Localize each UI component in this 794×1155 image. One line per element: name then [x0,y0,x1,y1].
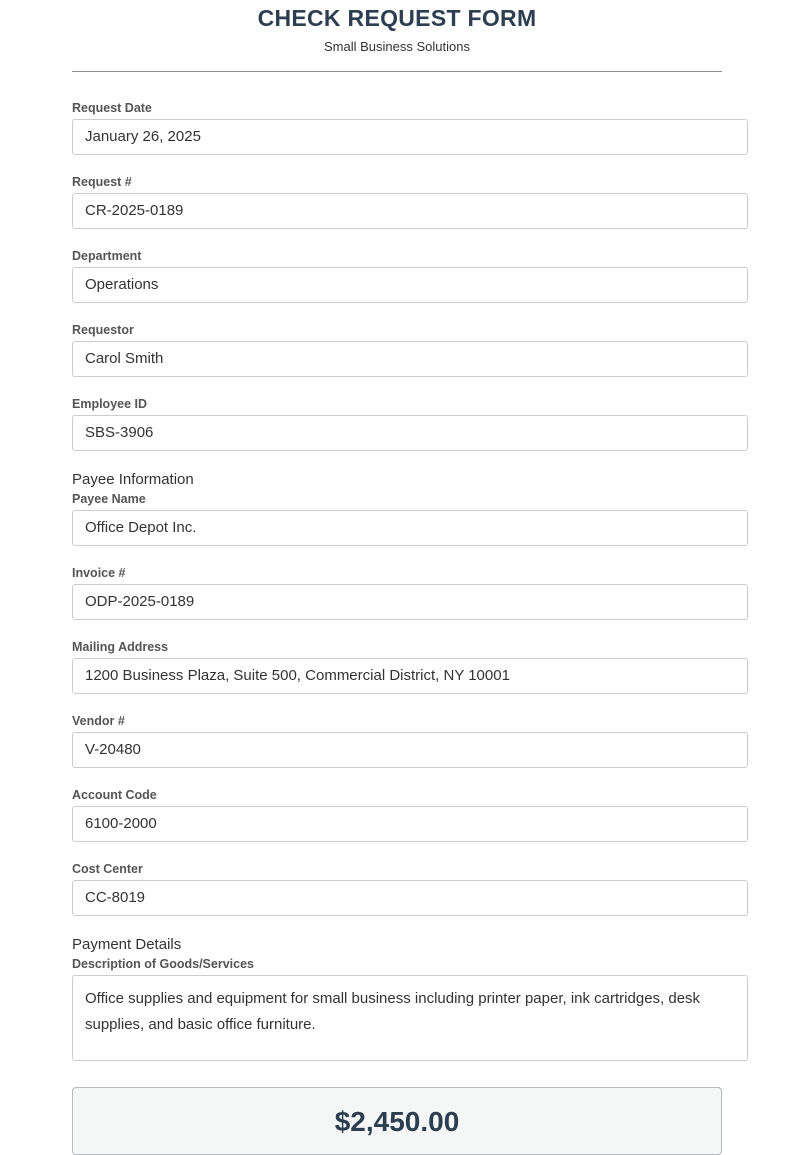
description-label: Description of Goods/Services [72,957,254,971]
field-requestor [72,323,722,377]
request-date-input[interactable] [72,119,748,155]
total-amount-box [72,1087,722,1155]
field-invoice-number [72,566,722,620]
account-code-label: Account Code [72,788,157,802]
section-header-payment-details: Payment Details [72,936,182,953]
payee-name-input[interactable] [72,510,748,546]
department-input[interactable] [72,267,748,303]
page-title: CHECK REQUEST FORM [257,5,537,31]
field-mailing-address [72,640,722,694]
check-request-form [72,101,722,1155]
mailing-address-label: Mailing Address [72,640,169,654]
description-textarea[interactable] [72,975,748,1061]
requestor-input[interactable] [72,341,748,377]
employee-id-label: Employee ID [72,397,148,411]
employee-id-input[interactable] [72,415,748,451]
field-request-number [72,175,722,229]
field-description [72,957,722,1061]
total-amount-value: $2,450.00 [334,1106,460,1137]
field-payee-name [72,492,722,546]
vendor-number-label: Vendor # [72,714,125,728]
request-date-label: Request Date [72,101,152,115]
account-code-input[interactable] [72,806,748,842]
requestor-label: Requestor [72,323,134,337]
field-cost-center [72,862,722,916]
department-label: Department [72,249,142,263]
field-employee-id [72,397,722,451]
payee-name-label: Payee Name [72,492,146,506]
invoice-number-input[interactable] [72,584,748,620]
mailing-address-input[interactable] [72,658,748,694]
field-vendor-number [72,714,722,768]
section-header-payee-information: Payee Information [72,471,194,488]
cost-center-input[interactable] [72,880,748,916]
request-number-input[interactable] [72,193,748,229]
invoice-number-label: Invoice # [72,566,126,580]
header-divider [72,71,722,72]
field-department [72,249,722,303]
cost-center-label: Cost Center [72,862,143,876]
request-number-label: Request # [72,175,132,189]
vendor-number-input[interactable] [72,732,748,768]
page-subtitle: Small Business Solutions [324,39,470,54]
field-request-date [72,101,722,155]
field-account-code [72,788,722,842]
